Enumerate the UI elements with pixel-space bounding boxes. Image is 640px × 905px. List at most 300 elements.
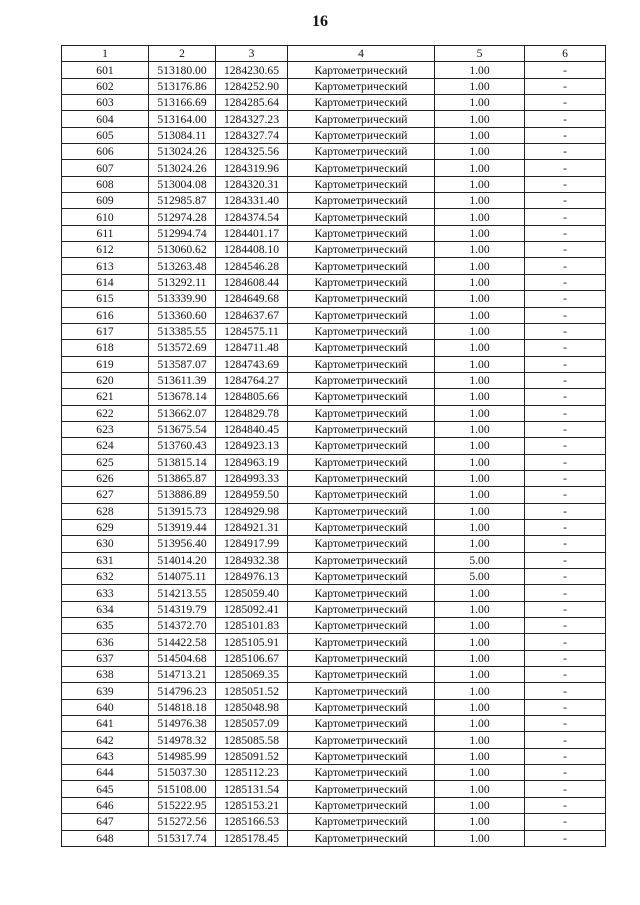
table-cell: -: [525, 340, 606, 356]
table-cell: 1284252.90: [216, 78, 288, 94]
table-row: [62, 732, 606, 748]
table-cell: Картометрический: [288, 193, 435, 209]
table-cell: 1284929.98: [216, 503, 288, 519]
table-cell: 639: [62, 683, 149, 699]
table-row: [62, 487, 606, 503]
table-cell: Картометрический: [288, 176, 435, 192]
table-row: [62, 62, 606, 78]
table-cell: 1.00: [435, 340, 525, 356]
header-cell: 4: [288, 46, 435, 62]
table-cell: 514014.20: [149, 552, 216, 568]
table-cell: -: [525, 487, 606, 503]
table-cell: -: [525, 405, 606, 421]
table-cell: Картометрический: [288, 291, 435, 307]
table-cell: 1285101.83: [216, 618, 288, 634]
table-cell: -: [525, 732, 606, 748]
table-cell: 513164.00: [149, 111, 216, 127]
table-cell: Картометрический: [288, 340, 435, 356]
table-cell: Картометрический: [288, 569, 435, 585]
table-cell: 513675.54: [149, 421, 216, 437]
table-cell: 608: [62, 176, 149, 192]
table-cell: 514213.55: [149, 585, 216, 601]
table-cell: 1285153.21: [216, 797, 288, 813]
table-cell: -: [525, 62, 606, 78]
table-cell: -: [525, 585, 606, 601]
table-cell: -: [525, 78, 606, 94]
table-cell: Картометрический: [288, 258, 435, 274]
table-row: [62, 765, 606, 781]
table-cell: 630: [62, 536, 149, 552]
table-row: [62, 683, 606, 699]
table-cell: 621: [62, 389, 149, 405]
table-cell: 644: [62, 765, 149, 781]
table-cell: 627: [62, 487, 149, 503]
table-cell: 1284327.23: [216, 111, 288, 127]
table-cell: 514985.99: [149, 748, 216, 764]
table-cell: 624: [62, 438, 149, 454]
table-cell: -: [525, 209, 606, 225]
table-cell: 513084.11: [149, 127, 216, 143]
table-cell: 616: [62, 307, 149, 323]
table-row: [62, 307, 606, 323]
table-cell: 609: [62, 193, 149, 209]
table-cell: Картометрический: [288, 160, 435, 176]
table-cell: -: [525, 814, 606, 830]
table-cell: 647: [62, 814, 149, 830]
table-cell: 1284764.27: [216, 372, 288, 388]
table-cell: 642: [62, 732, 149, 748]
table-row: [62, 503, 606, 519]
table-cell: -: [525, 274, 606, 290]
table-cell: -: [525, 291, 606, 307]
table-cell: 1284401.17: [216, 225, 288, 241]
table-cell: Картометрический: [288, 814, 435, 830]
table-row: [62, 797, 606, 813]
table-cell: Картометрический: [288, 519, 435, 535]
table-cell: 515037.30: [149, 765, 216, 781]
table-cell: 514504.68: [149, 650, 216, 666]
table-row: [62, 585, 606, 601]
header-cell: 2: [149, 46, 216, 62]
table-cell: -: [525, 536, 606, 552]
table-cell: Картометрический: [288, 797, 435, 813]
table-row: [62, 372, 606, 388]
table-cell: 1.00: [435, 487, 525, 503]
table-cell: 513572.69: [149, 340, 216, 356]
table-cell: 1.00: [435, 650, 525, 666]
table-cell: 622: [62, 405, 149, 421]
table-cell: -: [525, 650, 606, 666]
table-cell: 1.00: [435, 797, 525, 813]
table-cell: 1.00: [435, 274, 525, 290]
table-cell: 1285057.09: [216, 716, 288, 732]
table-cell: 605: [62, 127, 149, 143]
table-row: [62, 650, 606, 666]
table-cell: 1284575.11: [216, 323, 288, 339]
table-cell: 636: [62, 634, 149, 650]
header-cell: 5: [435, 46, 525, 62]
table-row: [62, 601, 606, 617]
table-cell: 1284608.44: [216, 274, 288, 290]
table-cell: 1.00: [435, 421, 525, 437]
table-cell: 603: [62, 95, 149, 111]
table-cell: -: [525, 503, 606, 519]
table-cell: Картометрический: [288, 601, 435, 617]
table-cell: 1.00: [435, 258, 525, 274]
table-cell: -: [525, 372, 606, 388]
table-cell: -: [525, 307, 606, 323]
table-cell: 1284331.40: [216, 193, 288, 209]
table-cell: Картометрический: [288, 274, 435, 290]
table-cell: -: [525, 421, 606, 437]
table-cell: 514713.21: [149, 667, 216, 683]
table-cell: Картометрический: [288, 454, 435, 470]
table-row: [62, 323, 606, 339]
header-cell: 6: [525, 46, 606, 62]
table-row: [62, 830, 606, 846]
table-cell: 611: [62, 225, 149, 241]
table-cell: 1285131.54: [216, 781, 288, 797]
table-cell: 635: [62, 618, 149, 634]
table-row: [62, 111, 606, 127]
table-cell: 513919.44: [149, 519, 216, 535]
table-cell: -: [525, 176, 606, 192]
table-cell: 514372.70: [149, 618, 216, 634]
table-row: [62, 176, 606, 192]
table-cell: 623: [62, 421, 149, 437]
table-cell: Картометрический: [288, 634, 435, 650]
table-cell: 1285166.53: [216, 814, 288, 830]
table-cell: 1.00: [435, 683, 525, 699]
table-cell: Картометрический: [288, 356, 435, 372]
table-cell: 604: [62, 111, 149, 127]
table-cell: 515108.00: [149, 781, 216, 797]
table-cell: 641: [62, 716, 149, 732]
table-cell: -: [525, 95, 606, 111]
table-cell: -: [525, 438, 606, 454]
table-cell: 1.00: [435, 176, 525, 192]
table-cell: Картометрический: [288, 127, 435, 143]
table-cell: Картометрический: [288, 765, 435, 781]
table-cell: 513385.55: [149, 323, 216, 339]
table-cell: Картометрический: [288, 95, 435, 111]
coordinates-table-body: [62, 46, 606, 847]
table-cell: -: [525, 569, 606, 585]
table-cell: 610: [62, 209, 149, 225]
table-cell: 602: [62, 78, 149, 94]
table-row: [62, 78, 606, 94]
table-cell: 619: [62, 356, 149, 372]
table-row: [62, 699, 606, 715]
table-cell: -: [525, 830, 606, 846]
table-cell: 1.00: [435, 389, 525, 405]
table-cell: 645: [62, 781, 149, 797]
table-row: [62, 519, 606, 535]
table-cell: 512985.87: [149, 193, 216, 209]
table-cell: Картометрический: [288, 209, 435, 225]
coordinates-table: [61, 45, 606, 847]
table-cell: 1.00: [435, 372, 525, 388]
table-cell: 1285105.91: [216, 634, 288, 650]
table-cell: 646: [62, 797, 149, 813]
table-row: [62, 209, 606, 225]
table-cell: 1.00: [435, 193, 525, 209]
table-cell: 1285091.52: [216, 748, 288, 764]
table-cell: Картометрический: [288, 667, 435, 683]
table-cell: 513678.14: [149, 389, 216, 405]
table-cell: 1.00: [435, 209, 525, 225]
table-cell: Картометрический: [288, 699, 435, 715]
table-cell: 514422.58: [149, 634, 216, 650]
table-cell: 515317.74: [149, 830, 216, 846]
table-cell: 1284993.33: [216, 470, 288, 486]
table-row: [62, 438, 606, 454]
table-cell: 1.00: [435, 781, 525, 797]
table-cell: 1.00: [435, 830, 525, 846]
table-cell: -: [525, 699, 606, 715]
table-cell: Картометрический: [288, 830, 435, 846]
table-cell: 1.00: [435, 438, 525, 454]
table-row: [62, 258, 606, 274]
table-cell: Картометрический: [288, 389, 435, 405]
table-row: [62, 193, 606, 209]
table-cell: -: [525, 470, 606, 486]
table-cell: -: [525, 356, 606, 372]
table-cell: Картометрический: [288, 748, 435, 764]
table-cell: 1.00: [435, 242, 525, 258]
table-cell: 513360.60: [149, 307, 216, 323]
table-cell: 513176.86: [149, 78, 216, 94]
table-cell: 1.00: [435, 291, 525, 307]
table-cell: 1.00: [435, 127, 525, 143]
table-cell: 634: [62, 601, 149, 617]
table-row: [62, 274, 606, 290]
table-cell: -: [525, 716, 606, 732]
table-cell: -: [525, 781, 606, 797]
table-cell: 613: [62, 258, 149, 274]
table-cell: 1284711.48: [216, 340, 288, 356]
table-cell: 638: [62, 667, 149, 683]
table-cell: 1284923.13: [216, 438, 288, 454]
table-cell: 1285069.35: [216, 667, 288, 683]
table-cell: 513263.48: [149, 258, 216, 274]
table-cell: 1.00: [435, 405, 525, 421]
table-cell: Картометрический: [288, 144, 435, 160]
table-cell: 1285112.23: [216, 765, 288, 781]
table-cell: Картометрический: [288, 405, 435, 421]
table-cell: -: [525, 683, 606, 699]
table-cell: Картометрический: [288, 618, 435, 634]
table-cell: 5.00: [435, 552, 525, 568]
table-cell: 1284963.19: [216, 454, 288, 470]
table-cell: 606: [62, 144, 149, 160]
table-cell: 626: [62, 470, 149, 486]
table-cell: 513956.40: [149, 536, 216, 552]
table-cell: 1.00: [435, 716, 525, 732]
table-cell: 632: [62, 569, 149, 585]
table-cell: 1.00: [435, 814, 525, 830]
table-cell: 1284805.66: [216, 389, 288, 405]
table-cell: 513865.87: [149, 470, 216, 486]
table-cell: Картометрический: [288, 470, 435, 486]
table-cell: 1284649.68: [216, 291, 288, 307]
table-cell: 514796.23: [149, 683, 216, 699]
table-cell: -: [525, 127, 606, 143]
table-cell: 515272.56: [149, 814, 216, 830]
table-cell: 1284546.28: [216, 258, 288, 274]
table-cell: 513004.08: [149, 176, 216, 192]
table-cell: 628: [62, 503, 149, 519]
table-cell: Картометрический: [288, 536, 435, 552]
header-cell: 1: [62, 46, 149, 62]
table-cell: 513024.26: [149, 160, 216, 176]
table-cell: 1.00: [435, 536, 525, 552]
table-cell: 617: [62, 323, 149, 339]
table-cell: Картометрический: [288, 650, 435, 666]
table-cell: 614: [62, 274, 149, 290]
table-cell: 1.00: [435, 307, 525, 323]
table-cell: Картометрический: [288, 323, 435, 339]
table-row: [62, 618, 606, 634]
table-cell: 1.00: [435, 503, 525, 519]
table-cell: -: [525, 193, 606, 209]
table-cell: 513180.00: [149, 62, 216, 78]
table-cell: -: [525, 258, 606, 274]
table-cell: 1284917.99: [216, 536, 288, 552]
page-number: 16: [312, 13, 328, 30]
header-row: [62, 46, 606, 62]
table-cell: 1.00: [435, 95, 525, 111]
table-cell: 1.00: [435, 78, 525, 94]
table-cell: 1284932.38: [216, 552, 288, 568]
table-cell: 1284829.78: [216, 405, 288, 421]
table-row: [62, 356, 606, 372]
table-cell: Картометрический: [288, 683, 435, 699]
table-cell: 514818.18: [149, 699, 216, 715]
table-cell: 1.00: [435, 454, 525, 470]
table-cell: 513611.39: [149, 372, 216, 388]
table-cell: 5.00: [435, 569, 525, 585]
table-cell: Картометрический: [288, 716, 435, 732]
table-cell: 620: [62, 372, 149, 388]
table-cell: 601: [62, 62, 149, 78]
table-cell: -: [525, 634, 606, 650]
table-cell: 1.00: [435, 667, 525, 683]
table-row: [62, 405, 606, 421]
table-cell: Картометрический: [288, 307, 435, 323]
table-cell: 1284285.64: [216, 95, 288, 111]
table-cell: Картометрический: [288, 242, 435, 258]
table-cell: -: [525, 765, 606, 781]
table-cell: 1284230.65: [216, 62, 288, 78]
table-cell: 513060.62: [149, 242, 216, 258]
table-row: [62, 667, 606, 683]
table-cell: 633: [62, 585, 149, 601]
table-cell: -: [525, 225, 606, 241]
table-cell: 640: [62, 699, 149, 715]
table-cell: 1.00: [435, 699, 525, 715]
table-cell: 1285092.41: [216, 601, 288, 617]
table-row: [62, 454, 606, 470]
table-cell: Картометрический: [288, 781, 435, 797]
table-cell: 1.00: [435, 225, 525, 241]
table-cell: 513166.69: [149, 95, 216, 111]
table-cell: -: [525, 601, 606, 617]
table-cell: 1284374.54: [216, 209, 288, 225]
table-cell: 1.00: [435, 323, 525, 339]
table-cell: 618: [62, 340, 149, 356]
table-cell: 1.00: [435, 519, 525, 535]
table-cell: 1.00: [435, 144, 525, 160]
table-cell: 515222.95: [149, 797, 216, 813]
table-row: [62, 634, 606, 650]
table-cell: 513339.90: [149, 291, 216, 307]
table-cell: 1284327.74: [216, 127, 288, 143]
table-cell: 513915.73: [149, 503, 216, 519]
table-row: [62, 552, 606, 568]
table-cell: 1285059.40: [216, 585, 288, 601]
table-cell: 1285051.52: [216, 683, 288, 699]
table-cell: -: [525, 242, 606, 258]
table-row: [62, 716, 606, 732]
table-cell: 1284840.45: [216, 421, 288, 437]
table-row: [62, 160, 606, 176]
header-cell: 3: [216, 46, 288, 62]
table-cell: 514075.11: [149, 569, 216, 585]
table-cell: Картометрический: [288, 62, 435, 78]
table-cell: 615: [62, 291, 149, 307]
table-cell: 1284976.13: [216, 569, 288, 585]
table-row: [62, 127, 606, 143]
table-cell: Картометрический: [288, 225, 435, 241]
table-cell: 631: [62, 552, 149, 568]
table-cell: 1.00: [435, 634, 525, 650]
table-cell: 629: [62, 519, 149, 535]
table-cell: Картометрический: [288, 421, 435, 437]
table-row: [62, 242, 606, 258]
table-cell: 1.00: [435, 732, 525, 748]
table-cell: 513886.89: [149, 487, 216, 503]
table-cell: 512994.74: [149, 225, 216, 241]
table-cell: 514319.79: [149, 601, 216, 617]
table-cell: 1.00: [435, 585, 525, 601]
table-row: [62, 144, 606, 160]
table-row: [62, 470, 606, 486]
table-cell: -: [525, 323, 606, 339]
table-row: [62, 569, 606, 585]
table-cell: Картометрический: [288, 503, 435, 519]
table-cell: 612: [62, 242, 149, 258]
table-cell: Картометрический: [288, 78, 435, 94]
table-row: [62, 225, 606, 241]
table-cell: 514978.32: [149, 732, 216, 748]
table-cell: 1.00: [435, 470, 525, 486]
table-cell: 513760.43: [149, 438, 216, 454]
table-row: [62, 421, 606, 437]
table-row: [62, 781, 606, 797]
table-cell: 1285085.58: [216, 732, 288, 748]
table-row: [62, 291, 606, 307]
table-cell: 514976.38: [149, 716, 216, 732]
table-cell: -: [525, 519, 606, 535]
table-cell: 1.00: [435, 601, 525, 617]
table-cell: Картометрический: [288, 438, 435, 454]
table-cell: Картометрический: [288, 552, 435, 568]
table-row: [62, 748, 606, 764]
table-cell: Картометрический: [288, 487, 435, 503]
table-row: [62, 95, 606, 111]
table-cell: 1285106.67: [216, 650, 288, 666]
